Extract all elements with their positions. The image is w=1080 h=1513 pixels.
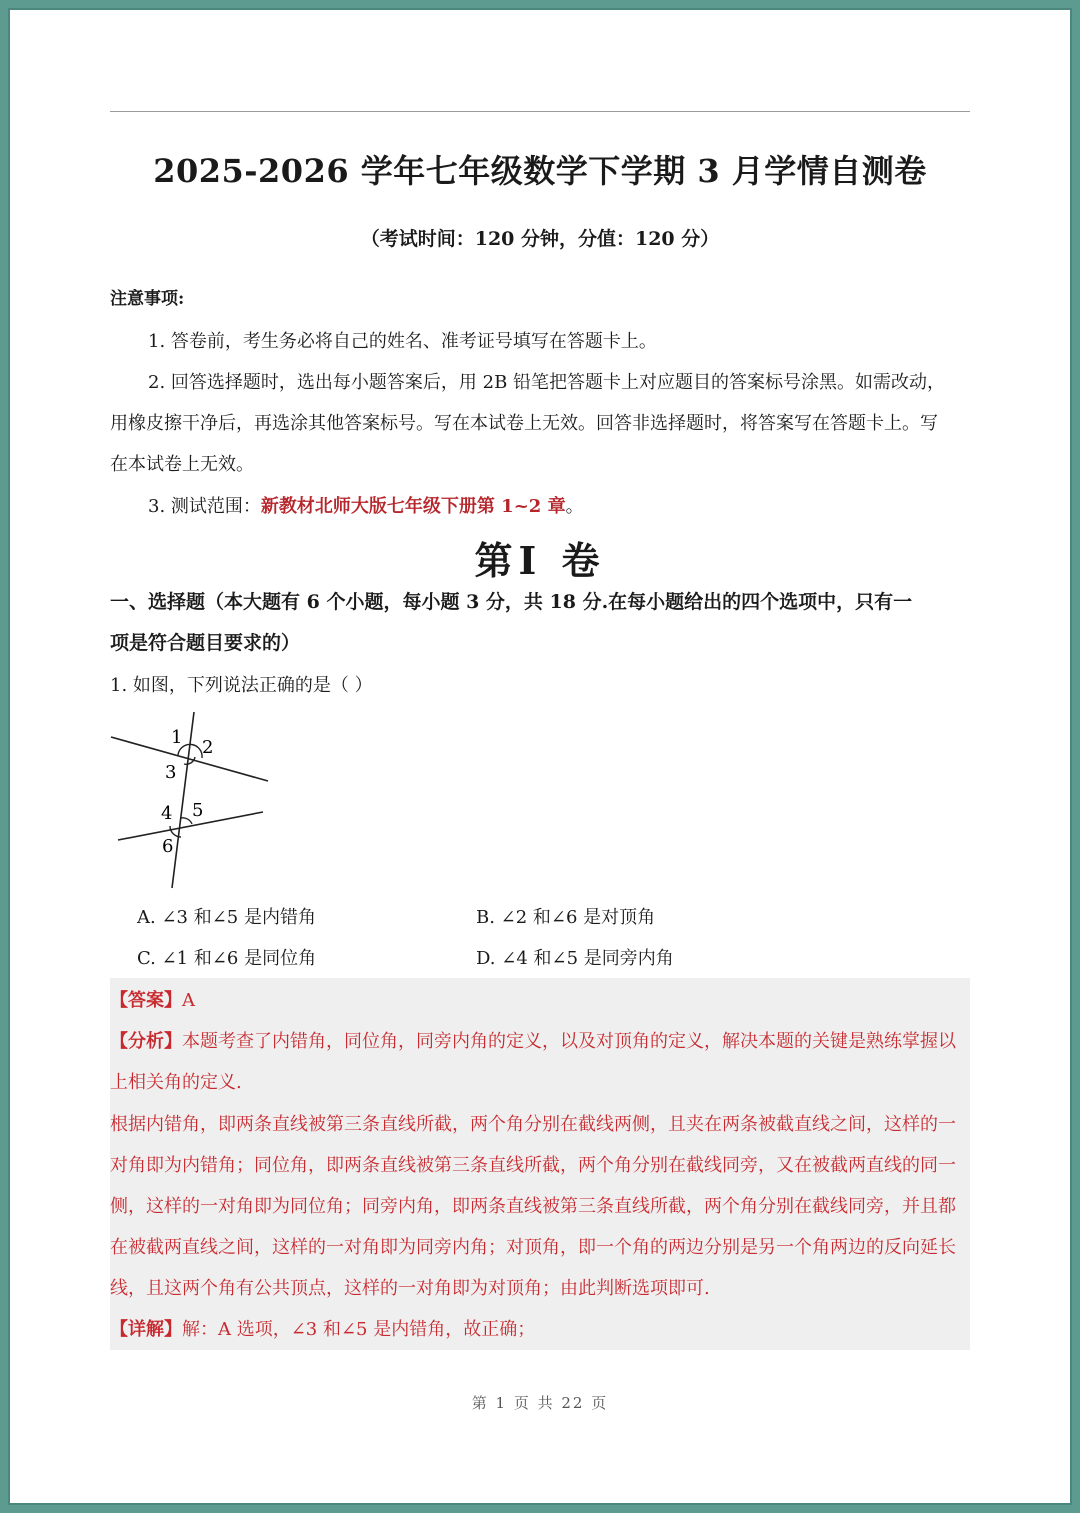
solution-body-line-1: 根据内错角，即两条直线被第三条直线所截，两个角分别在截线两侧，且夹在两条被截直线之间，这样的一: [110, 1114, 956, 1135]
answer-line: [110, 980, 970, 1021]
test-range: 新教材北师大版七年级下册第 1~2 章: [260, 496, 566, 517]
angle-label-6: 6: [162, 836, 174, 857]
angle-label-1: 1: [171, 727, 183, 748]
solution-body-line-5: 线，且这两个角有公共顶点，这样的一对角即为对顶角；由此判断选项即可.: [110, 1278, 710, 1299]
question-1-stem: 1. 如图，下列说法正确的是（ ）: [110, 675, 373, 696]
header-rule: [110, 111, 970, 112]
answer-tag: 【答案】: [110, 990, 182, 1011]
section-heading-line-1: 一、选择题（本大题有 6 个小题，每小题 3 分，共 18 分.在每小题给出的四个选项中，只有一: [110, 591, 913, 613]
lower-line: [118, 812, 263, 840]
analysis-text: 本题考查了内错角，同位角，同旁内角的定义，以及对顶角的定义，解决本题的关键是熟练掌握以: [182, 1031, 956, 1052]
page-title: 2025-2026 学年七年级数学下学期 3 月学情自测卷: [153, 152, 927, 190]
note-item-3-prefix: 3. 测试范围：: [148, 496, 261, 517]
solution-body-line-3: 侧，这样的一对角即为同位角；同旁内角，即两条直线被第三条直线所截，两个角分别在截线同旁，并且都: [110, 1196, 956, 1217]
analysis-tag: 【分析】: [110, 1031, 182, 1052]
note-item-2-line-1: 2. 回答选择题时，选出每小题答案后，用 2B 铅笔把答题卡上对应题目的答案标号涂黑。如需改动，: [148, 372, 946, 393]
page-footer: 第 1 页 共 22 页: [471, 1394, 609, 1412]
option-a: A. ∠3 和∠5 是内错角: [137, 907, 316, 928]
note-item-2-line-2: 用橡皮擦干净后，再选涂其他答案标号。写在本试卷上无效。回答非选择题时，将答案写在答题卡上。写: [110, 413, 938, 434]
angle-label-3: 3: [165, 762, 177, 783]
angle-label-2: 2: [202, 737, 214, 758]
note-item-1: 1. 答卷前，考生务必将自己的姓名、准考证号填写在答题卡上。: [148, 331, 657, 352]
detail-tag: 【详解】: [110, 1319, 182, 1340]
answer-value: A: [182, 990, 195, 1011]
note-item-3-suffix: 。: [565, 496, 584, 517]
notes-heading: 注意事项:: [110, 289, 185, 309]
volume-title: 第Ⅰ 卷: [474, 538, 606, 583]
analysis-line-2: 上相关角的定义.: [110, 1072, 242, 1093]
option-d: D. ∠4 和∠5 是同旁内角: [476, 948, 674, 969]
solution-body-line-4: 在被截两直线之间，这样的一对角即为同旁内角；对顶角，即一个角的两边分别是另一个角两边的反向延长: [110, 1237, 956, 1258]
note-item-2-line-3: 在本试卷上无效。: [110, 454, 254, 475]
lower-angle-arc-inner: [181, 818, 192, 824]
angle-label-5: 5: [192, 800, 204, 821]
angle-label-4: 4: [161, 803, 173, 824]
exam-info: （考试时间：120 分钟，分值：120 分）: [360, 228, 720, 250]
option-c: C. ∠1 和∠6 是同位角: [137, 948, 317, 969]
option-b: B. ∠2 和∠6 是对顶角: [476, 907, 656, 928]
detail-text: 解：A 选项，∠3 和∠5 是内错角，故正确；: [182, 1319, 536, 1340]
note-item-3: [148, 486, 970, 527]
analysis-line-1: [110, 1021, 970, 1062]
solution-body-line-2: 对角即为内错角；同位角，即两条直线被第三条直线所截，两个角分别在截线同旁，又在被截两直线的同一: [110, 1155, 956, 1176]
section-heading-line-2: 项是符合题目要求的）: [110, 632, 301, 654]
detail-line: [110, 1309, 970, 1350]
angle-figure: [108, 706, 278, 896]
